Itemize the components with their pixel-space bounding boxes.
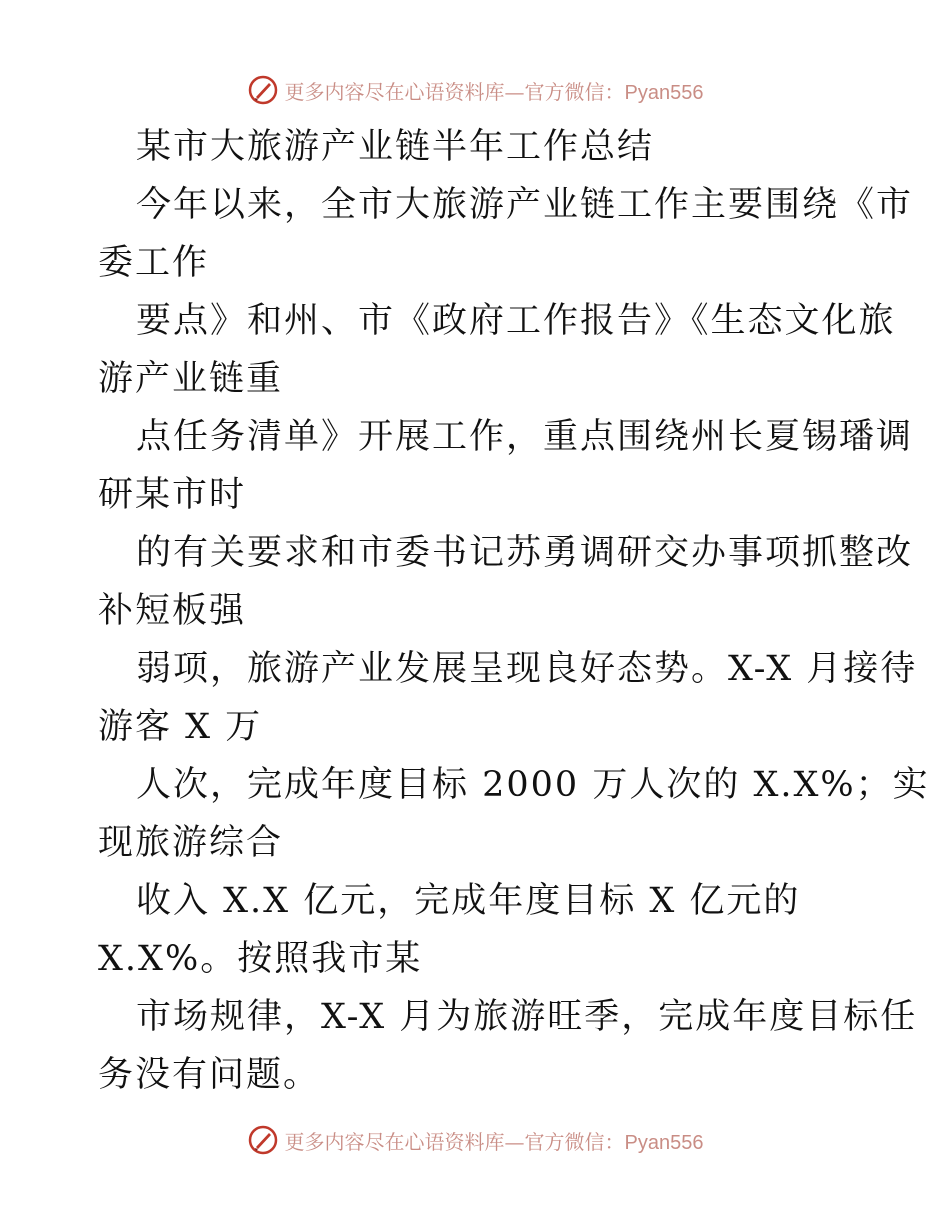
paragraph-line: 补短板强: [98, 591, 247, 631]
document-title: 某市大旅游产业链半年工作总结: [136, 127, 655, 167]
paragraph-line: 今年以来，全市大旅游产业链工作主要围绕《市: [136, 185, 914, 225]
watermark-text: 更多内容尽在心语资料库—官方微信：Pyan556: [284, 1129, 704, 1154]
paragraph-line: 现旅游综合: [98, 823, 284, 863]
paragraph-line: 委工作: [98, 243, 210, 283]
paragraph-line: 弱项，旅游产业发展呈现良好态势。X-X 月接待: [136, 649, 918, 689]
paragraph-line: 游客 X 万: [98, 707, 263, 747]
header-watermark: [0, 70, 950, 110]
paragraph-line: 收入 X.X 亿元，完成年度目标 X 亿元的: [136, 881, 801, 921]
paragraph-line: 点任务清单》开展工作，重点围绕州长夏锡璠调: [136, 417, 914, 457]
paragraph-line: X.X%。按照我市某: [98, 939, 423, 979]
paragraph-line: 研某市时: [98, 475, 247, 515]
footer-watermark: [0, 1120, 950, 1160]
paragraph-line: 务没有问题。: [98, 1055, 321, 1095]
watermark-text: 更多内容尽在心语资料库—官方微信：Pyan556: [284, 79, 704, 104]
paragraph-line: 游产业链重: [98, 359, 284, 399]
paragraph-line: 的有关要求和市委书记苏勇调研交办事项抓整改: [136, 533, 914, 573]
paragraph-line: 市场规律，X-X 月为旅游旺季，完成年度目标任: [136, 997, 918, 1037]
paragraph-line: 要点》和州、市《政府工作报告》《生态文化旅: [136, 301, 896, 341]
quill-pen-logo-icon: [247, 1124, 279, 1156]
paragraph-line: 人次，完成年度目标 2000 万人次的 X.X%；实: [136, 765, 930, 805]
quill-pen-logo-icon: [247, 74, 279, 106]
